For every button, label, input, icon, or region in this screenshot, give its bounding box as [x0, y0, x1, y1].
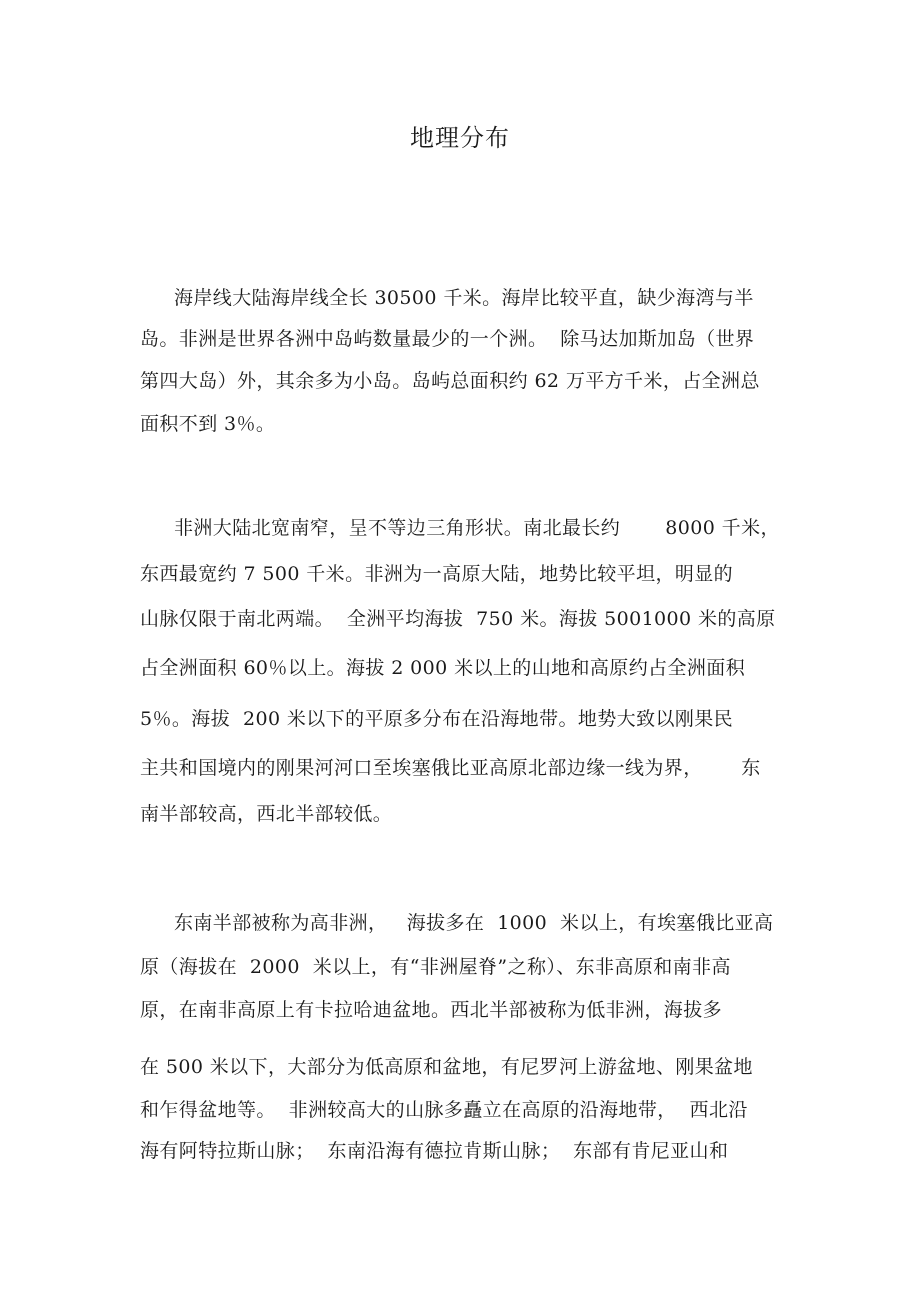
text-line: 海有阿特拉斯山脉； 东南沿海有德拉肯斯山脉； 东部有肯尼亚山和	[140, 1140, 729, 1162]
text-line: 海岸线大陆海岸线全长 30500 千米。海岸比较平直，缺少海湾与半	[174, 287, 754, 309]
text-line: 和乍得盆地等。 非洲较高大的山脉多矗立在高原的沿海地带， 西北沿	[140, 1099, 748, 1121]
text-line: 非洲大陆北宽南窄，呈不等边三角形状。南北最长约 8000 千米，	[174, 517, 780, 539]
text-line: 占全洲面积 60％以上。海拔 2 000 米以上的山地和高原约占全洲面积	[140, 657, 746, 679]
text-line: 在 500 米以下，大部分为低高原和盆地，有尼罗河上游盆地、刚果盆地	[140, 1056, 753, 1078]
text-line: 山脉仅限于南北两端。 全洲平均海拔 750 米。海拔 5001000 米的高原	[140, 608, 776, 630]
text-line: 面积不到 3％。	[140, 413, 276, 435]
text-line: 东南半部被称为高非洲， 海拔多在 1000 米以上，有埃塞俄比亚高	[174, 912, 774, 934]
text-line: 原，在南非高原上有卡拉哈迪盆地。西北半部被称为低非洲，海拔多	[140, 999, 723, 1021]
text-line: 5％。海拔 200 米以下的平原多分布在沿海地带。地势大致以刚果民	[140, 708, 734, 730]
text-line: 原（海拔在 2000 米以上，有“非洲屋脊”之称）、东非高原和南非高	[140, 956, 731, 978]
text-line: 南半部较高，西北半部较低。	[140, 803, 393, 825]
text-line: 第四大岛）外，其余多为小岛。岛屿总面积约 62 万平方千米，占全洲总	[140, 370, 760, 392]
text-line: 主共和国境内的刚果河河口至埃塞俄比亚高原北部边缘一线为界， 东	[140, 757, 761, 779]
page-title: 地理分布	[410, 124, 510, 152]
text-line: 东西最宽约 7 500 千米。非洲为一高原大陆，地势比较平坦，明显的	[140, 563, 734, 585]
text-line: 岛。非洲是世界各洲中岛屿数量最少的一个洲。 除马达加斯加岛（世界	[140, 328, 755, 350]
